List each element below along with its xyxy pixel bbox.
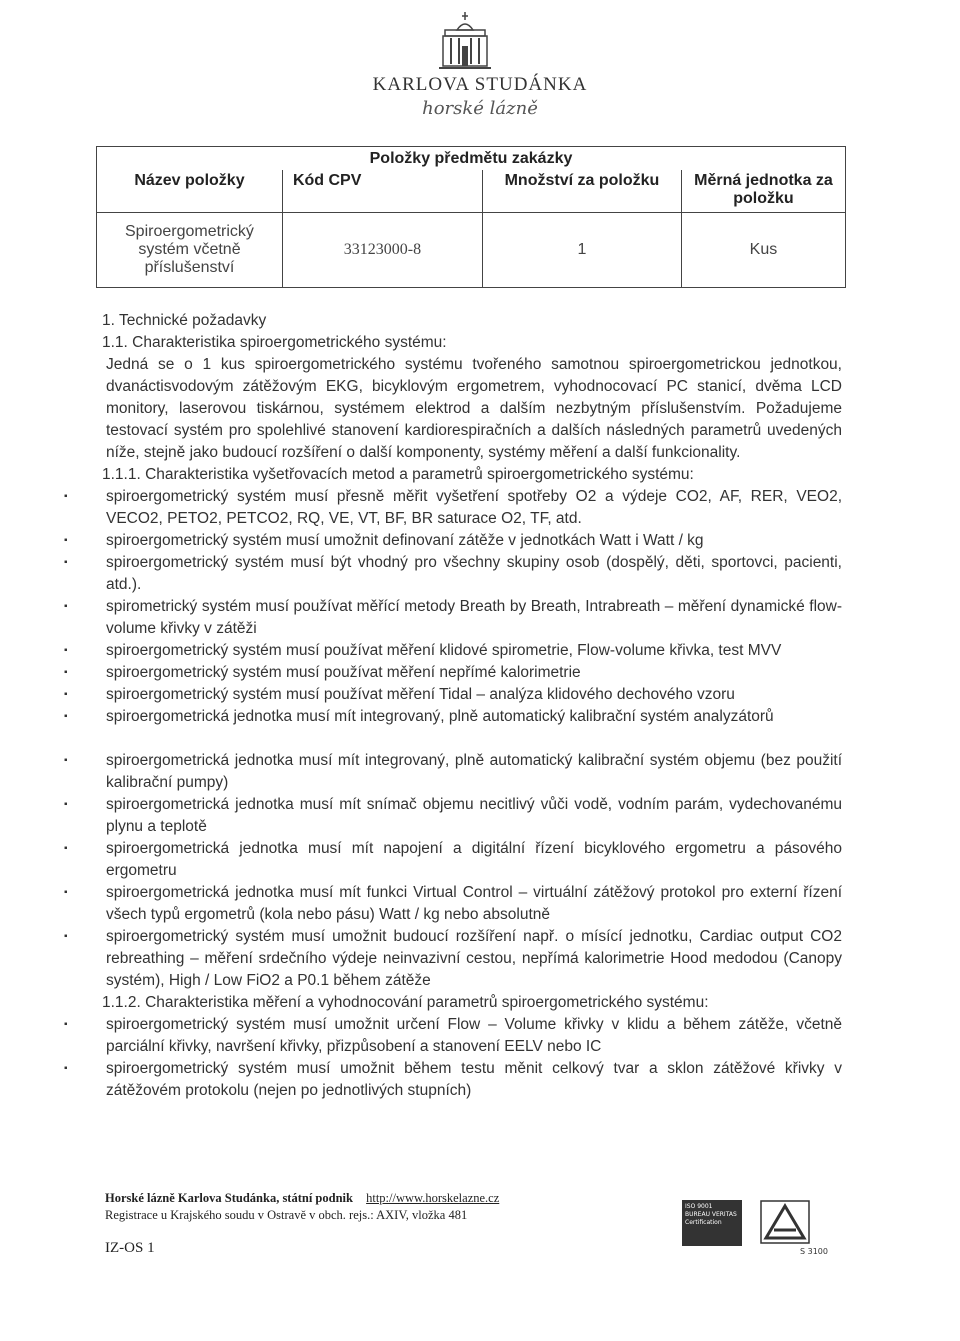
list-item: ▪ spiroergometrický systém musí umožnit během testu měnit celkový tvar a sklon zátěžové křivky v zátěžovém protokolu (nejen po jednotlivých stupních) bbox=[106, 1058, 842, 1102]
footer bbox=[105, 1190, 499, 1224]
list-item: ▪ spiroergometrická jednotka musí mít integrovaný, plně automatický kalibrační systém analyzátorů bbox=[106, 706, 842, 728]
col-header-name: Název položky bbox=[97, 170, 283, 213]
table-row bbox=[97, 213, 846, 288]
spa-building-icon bbox=[435, 10, 495, 72]
section-heading-1-1-2: 1.1.2. Charakteristika měření a vyhodnocování parametrů spiroergometrického systému: bbox=[102, 994, 709, 1011]
items-table bbox=[96, 146, 846, 288]
list-item: ▪ spiroergometrická jednotka musí mít integrovaný, plně automatický kalibrační systém objemu (bez použití kalibrační pumpy) bbox=[106, 750, 842, 794]
cell-cpv: 33123000-8 bbox=[282, 213, 482, 288]
cell-name: Spiroergometrický systém včetně příslušenství bbox=[97, 213, 283, 288]
list-item: ▪ spiroergometrický systém musí umožnit budoucí rozšíření např. o mísící jednotku, Cardiac output CO2 rebreathing – měření srdečního výdeje neinvazivní cestou, nepřímá kalorimetrie Hood medodou (Canopy systém), High / Low FiO2 a P0.1 během zátěže bbox=[106, 926, 842, 992]
list-item: ▪ spiroergometrický systém musí používat měření klidové spirometrie, Flow-volume křivka, test MVV bbox=[106, 640, 842, 662]
list-item: ▪ spiroergometrická jednotka musí mít funkci Virtual Control – virtuální zátěžový protokol pro externí řízení všech typů ergometrů (kola nebo pásu) Watt / kg nebo absolutně bbox=[106, 882, 842, 926]
section-heading-1-1: 1.1. Charakteristika spiroergometrického systému: bbox=[102, 334, 447, 351]
list-item: ▪ spiroergometrický systém musí umožnit určení Flow – Volume křivky v klidu a během zátěže, včetně parciální křivky, navršení křivky, přizpůsobení a stanovení EELV nebo IC bbox=[106, 1014, 842, 1058]
footer-link[interactable]: http://www.horskelazne.cz bbox=[366, 1191, 500, 1205]
list-item: ▪ spiroergometrický systém musí umožnit definovaní zátěže v jednotkách Watt i Watt / kg bbox=[106, 530, 842, 552]
brand-script: horské lázně bbox=[422, 98, 538, 119]
footer-registry: Registrace u Krajského soudu v Ostravě v obch. rejs.: AXIV, vložka 481 bbox=[105, 1208, 468, 1222]
col-header-quantity: Množství za položku bbox=[482, 170, 681, 213]
list-item: ▪ spiroergometrický systém musí používat měření nepřímé kalorimetrie bbox=[106, 662, 842, 684]
intro-paragraph: Jedná se o 1 kus spiroergometrického systému tvořeného samotnou spiroergometrickou jednotkou, dvanáctisvodovým zátěžovým EKG, bicyklovým ergometrem, vyhodnocovací PC stanicí, dvěma LCD monitory, laserovou tiskárnou, systémem elektrod a dalším nezbytným příslušenstvím. Požadujeme testovací systém pro spolehlivé stanovení kardiorespiračních a dalších následných parametrů uvedených níže, stejně jako budoucí rozšíření o další komponenty, systémy měření a další funkcionality. bbox=[106, 356, 842, 461]
requirements-list-c bbox=[106, 1014, 842, 1102]
list-item: ▪ spiroergometrický systém musí přesně měřit vyšetření spotřeby O2 a výdeje CO2, AF, RER, VEO2, VECO2, PETO2, PETCO2, RQ, VE, VT, BF, BR saturace O2, TF, atd. bbox=[106, 486, 842, 530]
list-item: ▪ spiroergometrická jednotka musí mít napojení a digitální řízení bicyklového ergometru a pásového ergometru bbox=[106, 838, 842, 882]
document-body bbox=[102, 310, 842, 1102]
requirements-list-b bbox=[106, 750, 842, 992]
list-item: ▪ spiroergometrický systém musí používat měření Tidal – analýza klidového dechového vzoru bbox=[106, 684, 842, 706]
requirements-list-a bbox=[106, 486, 842, 728]
footer-company: Horské lázně Karlova Studánka, státní podnik bbox=[105, 1191, 353, 1205]
list-item: ▪ spiroergometrická jednotka musí mít snímač objemu necitlivý vůči vodě, vodním parám, vydechovanému plynu a teplotě bbox=[106, 794, 842, 838]
list-item: ▪ spiroergometrický systém musí být vhodný pro všechny skupiny osob (dospělý, děti, sportovci, pacienti, atd.). bbox=[106, 552, 842, 596]
col-header-unit: Měrná jednotka za položku bbox=[681, 170, 845, 213]
certification-badge-text: ISO 9001 BUREAU VERITAS Certification bbox=[685, 1203, 737, 1226]
list-item: ▪ spirometrický systém musí používat měřící metody Breath by Breath, Intrabreath – měření dynamické flow-volume křivky v zátěži bbox=[106, 596, 842, 640]
certification-mark-icon bbox=[760, 1200, 810, 1244]
brand-name: KARLOVA STUDÁNKA bbox=[372, 74, 588, 95]
col-header-cpv: Kód CPV bbox=[282, 170, 482, 213]
document-id: IZ-OS 1 bbox=[105, 1240, 155, 1256]
certification-badge bbox=[682, 1200, 742, 1246]
table-group-header: Položky předmětu zakázky bbox=[97, 147, 846, 171]
section-heading-1-1-1: 1.1.1. Charakteristika vyšetřovacích metod a parametrů spiroergometrického systému: bbox=[102, 466, 694, 483]
certification-code: S 3100 bbox=[800, 1247, 828, 1256]
cell-unit: Kus bbox=[681, 213, 845, 288]
section-heading-1: 1. Technické požadavky bbox=[102, 312, 267, 329]
cell-quantity: 1 bbox=[482, 213, 681, 288]
